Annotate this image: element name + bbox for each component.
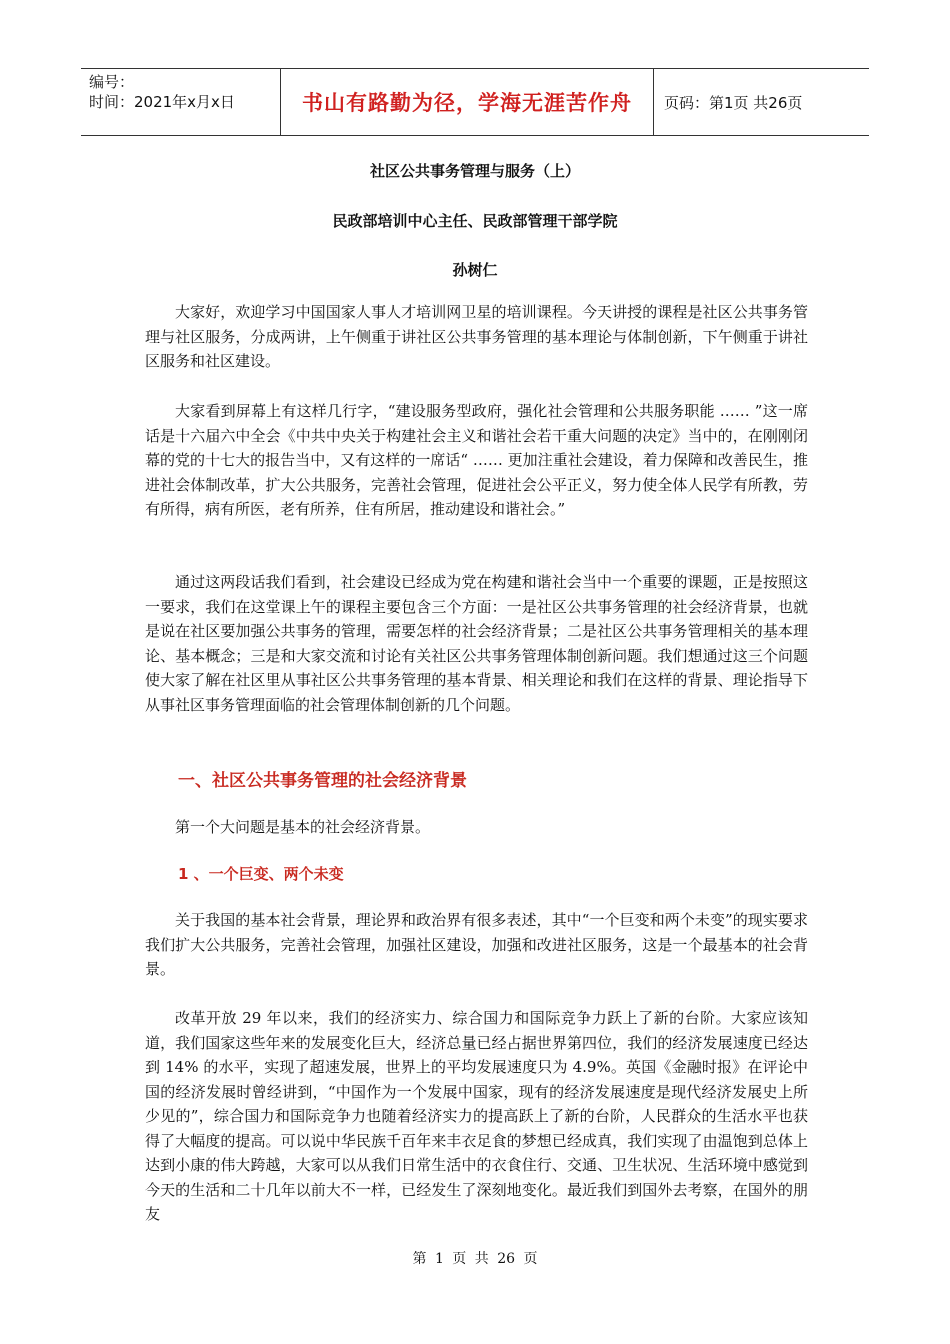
subsection-heading: 1 、一个巨变、两个未变 [178,865,344,883]
paragraph-overview: 通过这两段话我们看到，社会建设已经成为党在构建和谐社会当中一个重要的课题，正是按照这一要求，我们在这堂课上午的课程主要包含三个方面：一是社区公共事务管理的社会经济背景，也就是说在社区要加强公共事务的管理，需要怎样的社会经济背景；二是社区公共事务管理相关的基本理论、基本概念；三是和大家交流和讨论有关社区公共事务管理体制创新问题。我们想通过这三个问题使大家了解在社区里从事社区公共事务管理的基本背景、相关理论和我们在这样的背景、理论指导下从事社区事务管理面临的社会管理体制创新的几个问题。 [145,573,808,714]
header-page-label: 页码：第1页 共26页 [664,93,803,112]
header-meta [81,69,280,135]
number-label: 编号： [89,73,135,91]
paragraph-intro: 大家好，欢迎学习中国国家人事人才培训网卫星的培训课程。今天讲授的课程是社区公共事务管理与社区服务，分成两讲，上午侧重于讲社区公共事务管理的基本理论与体制创新，下午侧重于讲社区服务和社区建设。 [145,303,808,370]
section-intro: 第一个大问题是基本的社会经济背景。 [175,818,431,836]
paragraph-quotes: 大家看到屏幕上有这样几行字，“建设服务型政府，强化社会管理和公共服务职能 …… ”这一席话是十六届六中全会《中共中央关于构建社会主义和谐社会若干重大问题的决定》当中的，在刚刚闭幕的党的十七大的报告当中，又有这样的一席话“ …… 更加注重社会建设，着力保障和改善民生，推进社会体制改革，扩大公共服务，完善社会管理，促进社会公平正义，努力使全体人民学有所教，劳有所得，病有所医，老有所养，住有所居，推动建设和谐社会。” [145,402,808,518]
section-heading: 一、社区公共事务管理的社会经济背景 [178,771,467,791]
time-label: 时间：2021年x月x日 [89,93,235,111]
paragraph-background: 关于我国的基本社会背景，理论界和政治界有很多表述，其中“一个巨变和两个未变”的现实要求我们扩大公共服务，完善社会管理，加强社区建设，加强和改进社区服务，这是一个最基本的社会背景。 [145,911,808,978]
header-motto: 书山有路勤为径，学海无涯苦作舟 [280,69,654,135]
document-title: 社区公共事务管理与服务（上） [369,162,580,180]
page-footer: 第 1 页 共 26 页 [412,1251,538,1267]
paragraph-reform: 改革开放 29 年以来，我们的经济实力、综合国力和国际竞争力跃上了新的台阶。大家应该知道，我们国家这些年来的发展变化巨大，经济总量已经占据世界第四位，我们的经济发展速度已经达到 14% 的水平，实现了超速发展，世界上的平均发展速度只为 4.9%。英国《金融时报》在评论中国的经济发展时曾经讲到，“中国作为一个发展中国家，现有的经济发展速度是现代经济发展史上所少见的”，综合国力和国际竞争力也随着经济实力的提高跃上了新的台阶，人民群众的生活水平也获得了大幅度的提高。可以说中华民族千百年来丰衣足食的梦想已经成真，我们实现了由温饱到总体上达到小康的伟大跨越，大家可以从我们日常生活中的衣食住行、交通、卫生状况、生活环境中感觉到今天的生活和二十几年以前大不一样，已经发生了深刻地变化。最近我们到国外去考察，在国外的朋友 [145,1009,808,1223]
document-author: 孙树仁 [452,261,498,279]
document-affiliation: 民政部培训中心主任、民政部管理干部学院 [332,212,618,230]
document-header [81,68,869,136]
